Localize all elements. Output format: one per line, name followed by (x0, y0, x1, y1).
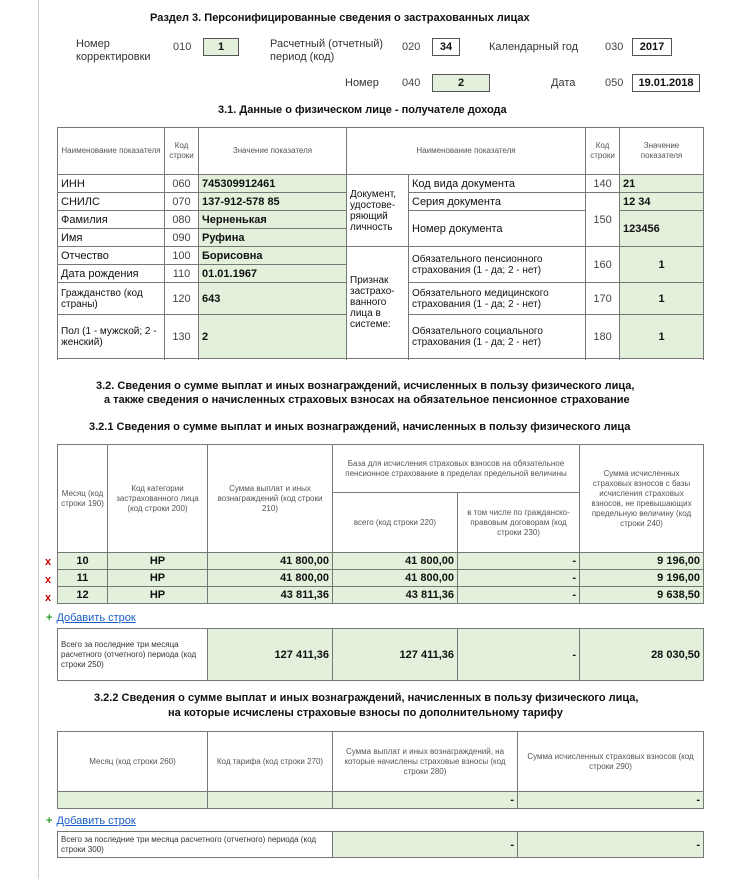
citizenship-code: 120 (165, 283, 199, 315)
s322-title-line1: 3.2.2 Сведения о сумме выплат и иных вознаграждений, начисленных в пользу физического лица, (94, 692, 639, 704)
s321-head-base-total: всего (код строки 220) (333, 493, 458, 553)
doc-series-code: 150 (586, 193, 620, 247)
s322-total-table (57, 831, 704, 858)
s322-table (57, 731, 704, 809)
s32-title-line1: 3.2. Сведения о сумме выплат и иных вознаграждений, исчисленных в пользу физического лица, (96, 380, 635, 392)
year-label: Календарный год (489, 41, 579, 53)
oms-code: 170 (586, 283, 620, 315)
date-code: 050 (605, 77, 624, 89)
s322-head-month: Месяц (код строки 260) (58, 732, 208, 792)
s321-title: 3.2.1 Сведения о сумме выплат и иных вознаграждений, начисленных в пользу физического лица (89, 421, 631, 433)
number-label: Номер (345, 77, 379, 89)
surname-label: Фамилия (58, 211, 165, 229)
s31-head-name: Наименование показателя (58, 128, 165, 175)
s321-head-category: Код категории застрахованного лица (код строки 200) (108, 445, 208, 553)
plus-icon: + (46, 815, 53, 827)
doc-series-value[interactable]: 12 34 (620, 193, 704, 211)
delete-row-icon[interactable]: x (45, 574, 52, 586)
s322-head-contrib: Сумма исчисленных страховых взносов (код строки 290) (518, 732, 704, 792)
s322-head-tariff: Код тарифа (код строки 270) (208, 732, 333, 792)
civil-cell[interactable]: - (458, 570, 580, 587)
table-row (58, 587, 704, 604)
correction-input[interactable]: 1 (203, 38, 239, 56)
s321-head-month: Месяц (код строки 190) (58, 445, 108, 553)
inn-value[interactable]: 745309912461 (199, 175, 347, 193)
sex-code: 130 (165, 315, 199, 359)
patronymic-value[interactable]: Борисовна (199, 247, 347, 265)
civil-cell[interactable]: - (458, 587, 580, 604)
s322-sum-cell[interactable]: - (333, 792, 518, 809)
doc-kind-label: Код вида документа (409, 175, 586, 193)
s321-head-sum: Сумма выплат и иных вознаграждений (код строки 210) (208, 445, 333, 553)
s31-head-name2: Наименование показателя (347, 128, 586, 175)
s322-tariff-cell[interactable] (208, 792, 333, 809)
contrib-cell[interactable]: 9 638,50 (580, 587, 704, 604)
s31-title: 3.1. Данные о физическом лице - получателе дохода (218, 104, 507, 116)
category-cell[interactable]: НР (108, 570, 208, 587)
citizenship-label: Гражданство (код страны) (58, 283, 165, 315)
birthdate-label: Дата рождения (58, 265, 165, 283)
base-cell[interactable]: 43 811,36 (333, 587, 458, 604)
month-cell[interactable]: 10 (58, 553, 108, 570)
birthdate-value[interactable]: 01.01.1967 (199, 265, 347, 283)
s321-head-contrib: Сумма исчисленных страховых взносов с базы исчисления страховых взносов, не превышающих предельную величину (код строки 240) (580, 445, 704, 553)
delete-row-icon[interactable]: x (45, 592, 52, 604)
base-cell[interactable]: 41 800,00 (333, 570, 458, 587)
oms-value[interactable]: 1 (620, 283, 704, 315)
s321-total-label: Всего за последние три месяца расчетного (отчетного) периода (код строки 250) (58, 629, 208, 681)
s321-table (57, 444, 704, 604)
doc-number-label: Номер документа (409, 211, 586, 247)
oss-value[interactable]: 1 (620, 315, 704, 359)
add-row-button-2[interactable] (46, 815, 136, 827)
snils-code: 070 (165, 193, 199, 211)
s322-head-sum: Сумма выплат и иных вознаграждений, на которые начислены страховые взносы (код строки 280) (333, 732, 518, 792)
name-label: Имя (58, 229, 165, 247)
correction-label: Номер корректировки (76, 38, 151, 63)
period-code: 020 (402, 41, 421, 53)
doc-group-label: Документ, удостове-ряющий личность (347, 175, 409, 247)
ins-group-label: Признак застрахо-ванного лица в системе: (347, 247, 409, 359)
patronymic-label: Отчество (58, 247, 165, 265)
total-base: 127 411,36 (333, 629, 458, 681)
base-cell[interactable]: 41 800,00 (333, 553, 458, 570)
add-row-link-2[interactable]: Добавить строк (56, 815, 136, 827)
name-value[interactable]: Руфина (199, 229, 347, 247)
s322-total-sum: - (333, 832, 518, 858)
add-row-button[interactable] (46, 612, 136, 624)
period-input[interactable]: 34 (432, 38, 460, 56)
surname-code: 080 (165, 211, 199, 229)
category-cell[interactable]: НР (108, 553, 208, 570)
sum-cell[interactable]: 43 811,36 (208, 587, 333, 604)
oss-label: Обязательного социального страхования (1 - да; 2 - нет) (409, 315, 586, 359)
sex-label: Пол (1 - мужской; 2 - женский) (58, 315, 165, 359)
date-input[interactable]: 19.01.2018 (632, 74, 700, 92)
s31-head-value2: Значение показателя (620, 128, 704, 175)
sum-cell[interactable]: 41 800,00 (208, 553, 333, 570)
s31-head-code2: Код строки (586, 128, 620, 175)
s32-title-line2: а также сведения о начисленных страховых взносах на обязательное пенсионное страхование (104, 394, 630, 406)
date-label: Дата (551, 77, 576, 89)
sum-cell[interactable]: 41 800,00 (208, 570, 333, 587)
year-code: 030 (605, 41, 624, 53)
surname-value[interactable]: Черненькая (199, 211, 347, 229)
table-row (58, 792, 704, 809)
table-row (58, 570, 704, 587)
period-label: Расчетный (отчетный) период (код) (270, 38, 384, 63)
plus-icon: + (46, 612, 53, 624)
total-civil: - (458, 629, 580, 681)
total-sum: 127 411,36 (208, 629, 333, 681)
oss-code: 180 (586, 315, 620, 359)
patronymic-code: 100 (165, 247, 199, 265)
sex-value[interactable]: 2 (199, 315, 347, 359)
civil-cell[interactable]: - (458, 553, 580, 570)
s322-title-line2: на которые исчислены страховые взносы по дополнительному тарифу (168, 707, 563, 719)
citizenship-value[interactable]: 643 (199, 283, 347, 315)
doc-kind-value[interactable]: 21 (620, 175, 704, 193)
s321-head-base-civil: в том числе по гражданско-правовым договорам (код строки 230) (458, 493, 580, 553)
s322-total-label: Всего за последние три месяца расчетного (отчетного) периода (код строки 300) (58, 832, 333, 858)
number-code: 040 (402, 77, 421, 89)
s31-table (57, 127, 704, 359)
snils-label: СНИЛС (58, 193, 165, 211)
ops-label: Обязательного пенсионного страхования (1 - да; 2 - нет) (409, 247, 586, 283)
add-row-link[interactable]: Добавить строк (56, 612, 136, 624)
doc-series-label: Серия документа (409, 193, 586, 211)
contrib-cell[interactable]: 9 196,00 (580, 553, 704, 570)
ops-code: 160 (586, 247, 620, 283)
month-cell[interactable]: 11 (58, 570, 108, 587)
ops-value[interactable]: 1 (620, 247, 704, 283)
s322-contrib-cell[interactable]: - (518, 792, 704, 809)
s31-head-value: Значение показателя (199, 128, 347, 175)
doc-kind-code: 140 (586, 175, 620, 193)
s321-total-table (57, 628, 704, 681)
s322-total-contrib: - (518, 832, 704, 858)
contrib-cell[interactable]: 9 196,00 (580, 570, 704, 587)
category-cell[interactable]: НР (108, 587, 208, 604)
number-input[interactable]: 2 (432, 74, 490, 92)
correction-code: 010 (173, 41, 192, 53)
s321-head-base: База для исчисления страховых взносов на обязательное пенсионное страхование в пределах предельной величины (333, 445, 580, 493)
left-border (38, 0, 39, 879)
section-title: Раздел 3. Персонифицированные сведения о застрахованных лицах (150, 12, 530, 24)
name-code: 090 (165, 229, 199, 247)
year-input[interactable]: 2017 (632, 38, 672, 56)
birthdate-code: 110 (165, 265, 199, 283)
table-row (58, 553, 704, 570)
s322-month-cell[interactable] (58, 792, 208, 809)
s31-head-code: Код строки (165, 128, 199, 175)
inn-label: ИНН (58, 175, 165, 193)
doc-number-value[interactable]: 123456 (620, 211, 704, 247)
total-contrib: 28 030,50 (580, 629, 704, 681)
inn-code: 060 (165, 175, 199, 193)
snils-value[interactable]: 137-912-578 85 (199, 193, 347, 211)
delete-row-icon[interactable]: x (45, 556, 52, 568)
oms-label: Обязательного медицинского страхования (1 - да; 2 - нет) (409, 283, 586, 315)
month-cell[interactable]: 12 (58, 587, 108, 604)
